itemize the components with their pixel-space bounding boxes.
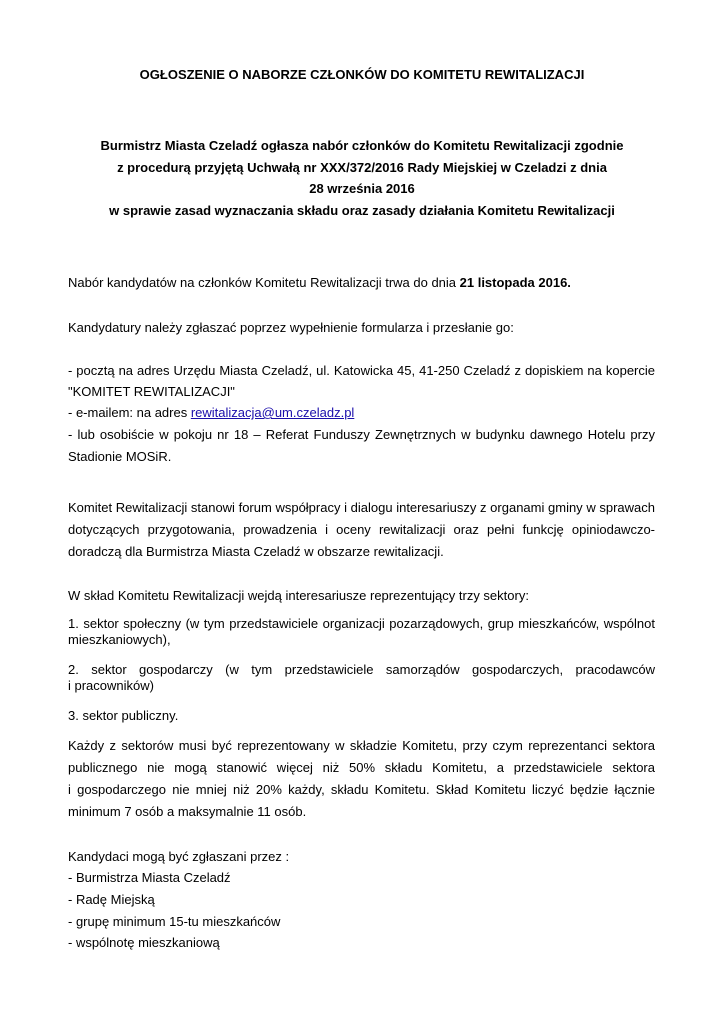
sector-line-end: mieszkaniowych), (68, 632, 171, 647)
forum-line: Komitet Rewitalizacji stanowi forum współpracy i dialogu interesariuszy z organami gminy w sprawach (68, 500, 655, 515)
email-link[interactable]: rewitalizacja@um.czeladz.pl (190, 405, 355, 420)
post-line: - pocztą na adres Urzędu Miasta Czeladź, ul. Katowicka 45, 41-250 Czeladź z dopiskiem na kopercie (68, 363, 655, 378)
sectors-intro: W skład Komitetu Rewitalizacji wejdą interesariusze reprezentujący trzy sektory: (68, 588, 529, 603)
sector-line: 2. sektor gospodarczy (w tym przedstawiciele samorządów gospodarczych, pracodawców (68, 662, 655, 677)
sector-line-end: i pracowników) (68, 678, 154, 693)
composition-line: Każdy z sektorów musi być reprezentowany w składzie Komitetu, przy czym reprezentanci sektora (68, 738, 655, 753)
intro-line: 28 września 2016 (309, 181, 415, 196)
deadline-date: 21 listopada 2016. (459, 275, 571, 290)
sector-line: 1. sektor społeczny (w tym przedstawiciele organizacji pozarządowych, grup mieszkańców, wspólnot (68, 616, 655, 631)
intro-line: z procedurą przyjętą Uchwałą nr XXX/372/2016 Rady Miejskiej w Czeladzi z dnia (117, 160, 607, 175)
personal-line: - lub osobiście w pokoju nr 18 – Referat Funduszy Zewnętrznych w budynku dawnego Hotelu przy (68, 427, 655, 442)
nominators-intro: Kandydaci mogą być zgłaszani przez : (68, 849, 290, 864)
intro-line: w sprawie zasad wyznaczania składu oraz zasady działania Komitetu Rewitalizacji (109, 203, 615, 218)
deadline-paragraph (68, 275, 571, 291)
nominator-item: - Radę Miejską (68, 892, 155, 907)
forum-line-end: doradczą dla Burmistrza Miasta Czeladź w obszarze rewitalizacji. (68, 544, 444, 559)
post-line-label: "KOMITET REWITALIZACJI" (68, 384, 235, 399)
submission-intro: Kandydatury należy zgłaszać poprzez wypełnienie formularza i przesłanie go: (68, 320, 514, 335)
document-title: OGŁOSZENIE O NABORZE CZŁONKÓW DO KOMITETU REWITALIZACJI (139, 67, 585, 82)
nominator-item: - Burmistrza Miasta Czeladź (68, 870, 231, 885)
forum-line: dotyczących przygotowania, prowadzenia i oceny rewitalizacji oraz pełni funkcję opiniodawczo- (68, 522, 655, 537)
sector-line: 3. sektor publiczny. (68, 708, 179, 723)
intro-line: Burmistrz Miasta Czeladź ogłasza nabór członków do Komitetu Rewitalizacji zgodnie (100, 138, 624, 153)
email-line (68, 405, 354, 421)
deadline-text: Nabór kandydatów na członków Komitetu Rewitalizacji trwa do dnia (68, 275, 460, 290)
composition-line: i gospodarczego nie mniej niż 20% każdy, składu Komitetu. Skład Komitetu liczyć będzie łącznie (68, 782, 655, 797)
composition-line-end: minimum 7 osób a maksymalnie 11 osób. (68, 804, 307, 819)
personal-line-end: Stadionie MOSiR. (68, 449, 172, 464)
nominator-item: - grupę minimum 15-tu mieszkańców (68, 914, 281, 929)
composition-line: publicznego nie mogą stanowić więcej niż 50% składu Komitetu, a przedstawiciele sektora (68, 760, 655, 775)
email-prefix: - e-mailem: na adres (68, 405, 191, 420)
nominator-item: - wspólnotę mieszkaniową (68, 935, 220, 950)
